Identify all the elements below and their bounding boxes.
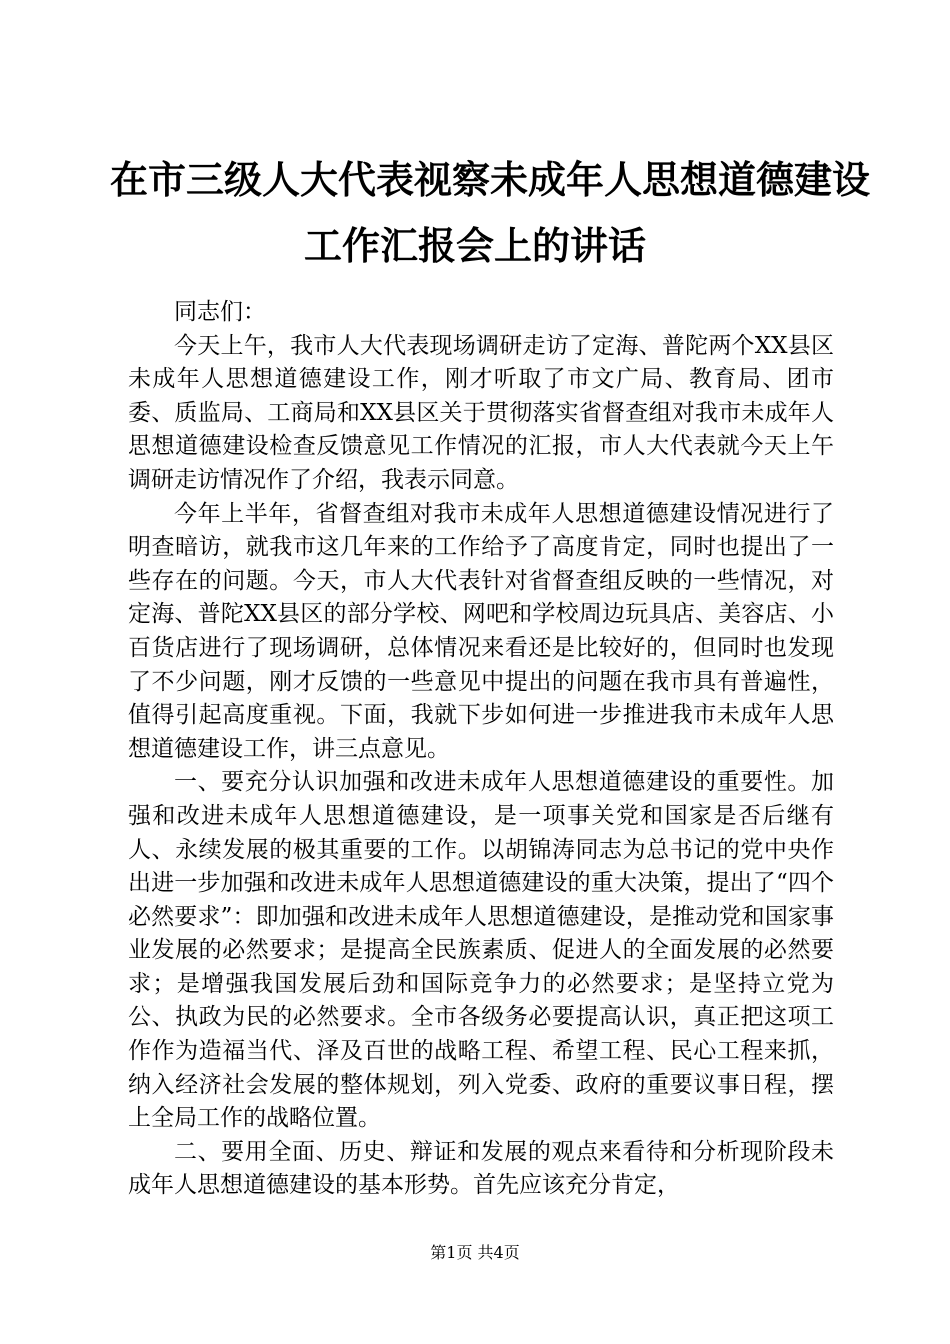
salutation: 同志们：: [174, 299, 266, 325]
document-body: [128, 296, 834, 1203]
paragraph-1: 今天上午，我市人大代表现场调研走访了定海、普陀两个XX县区未成年人思想道德建设工作，刚才听取了市文广局、教育局、团市委、质监局、工商局和XX县区关于贯彻落实省督查组对我市未成年人思想道德建设检查反馈意见工作情况的汇报，市人大代表就今天上午调研走访情况作了介绍，我表示同意。: [128, 332, 834, 493]
paragraph-2: 今年上半年，省督查组对我市未成年人思想道德建设情况进行了明查暗访，就我市这几年来的工作给予了高度肯定，同时也提出了一些存在的问题。今天，市人大代表针对省督查组反映的一些情况，对定海、普陀XX县区的部分学校、网吧和学校周边玩具店、美容店、小百货店进行了现场调研，总体情况来看还是比较好的，但同时也发现了不少问题，刚才反馈的一些意见中提出的问题在我市具有普遍性，值得引起高度重视。下面，我就下步如何进一步推进我市未成年人思想道德建设工作，讲三点意见。: [128, 500, 834, 762]
document-title-line-1: 在市三级人大代表视察未成年人思想道德建设: [110, 157, 871, 202]
paragraph-4: 二、要用全面、历史、辩证和发展的观点来看待和分析现阶段未成年人思想道德建设的基本形势。首先应该充分肯定，: [128, 1138, 834, 1199]
document-title-line-2: 工作汇报会上的讲话: [303, 223, 646, 268]
page-footer: 第1页 共4页: [430, 1243, 520, 1262]
paragraph-3: 一、要充分认识加强和改进未成年人思想道德建设的重要性。加强和改进未成年人思想道德建设，是一项事关党和国家是否后继有人、永续发展的极其重要的工作。以胡锦涛同志为总书记的党中央作出进一步加强和改进未成年人思想道德建设的重大决策，提出了“四个必然要求”：即加强和改进未成年人思想道德建设，是推动党和国家事业发展的必然要求；是提高全民族素质、促进人的全面发展的必然要求；是增强我国发展后劲和国际竞争力的必然要求；是坚持立党为公、执政为民的必然要求。全市各级务必要提高认识，真正把这项工作作为造福当代、泽及百世的战略工程、希望工程、民心工程来抓，纳入经济社会发展的整体规划，列入党委、政府的重要议事日程，摆上全局工作的战略位置。: [128, 769, 834, 1132]
